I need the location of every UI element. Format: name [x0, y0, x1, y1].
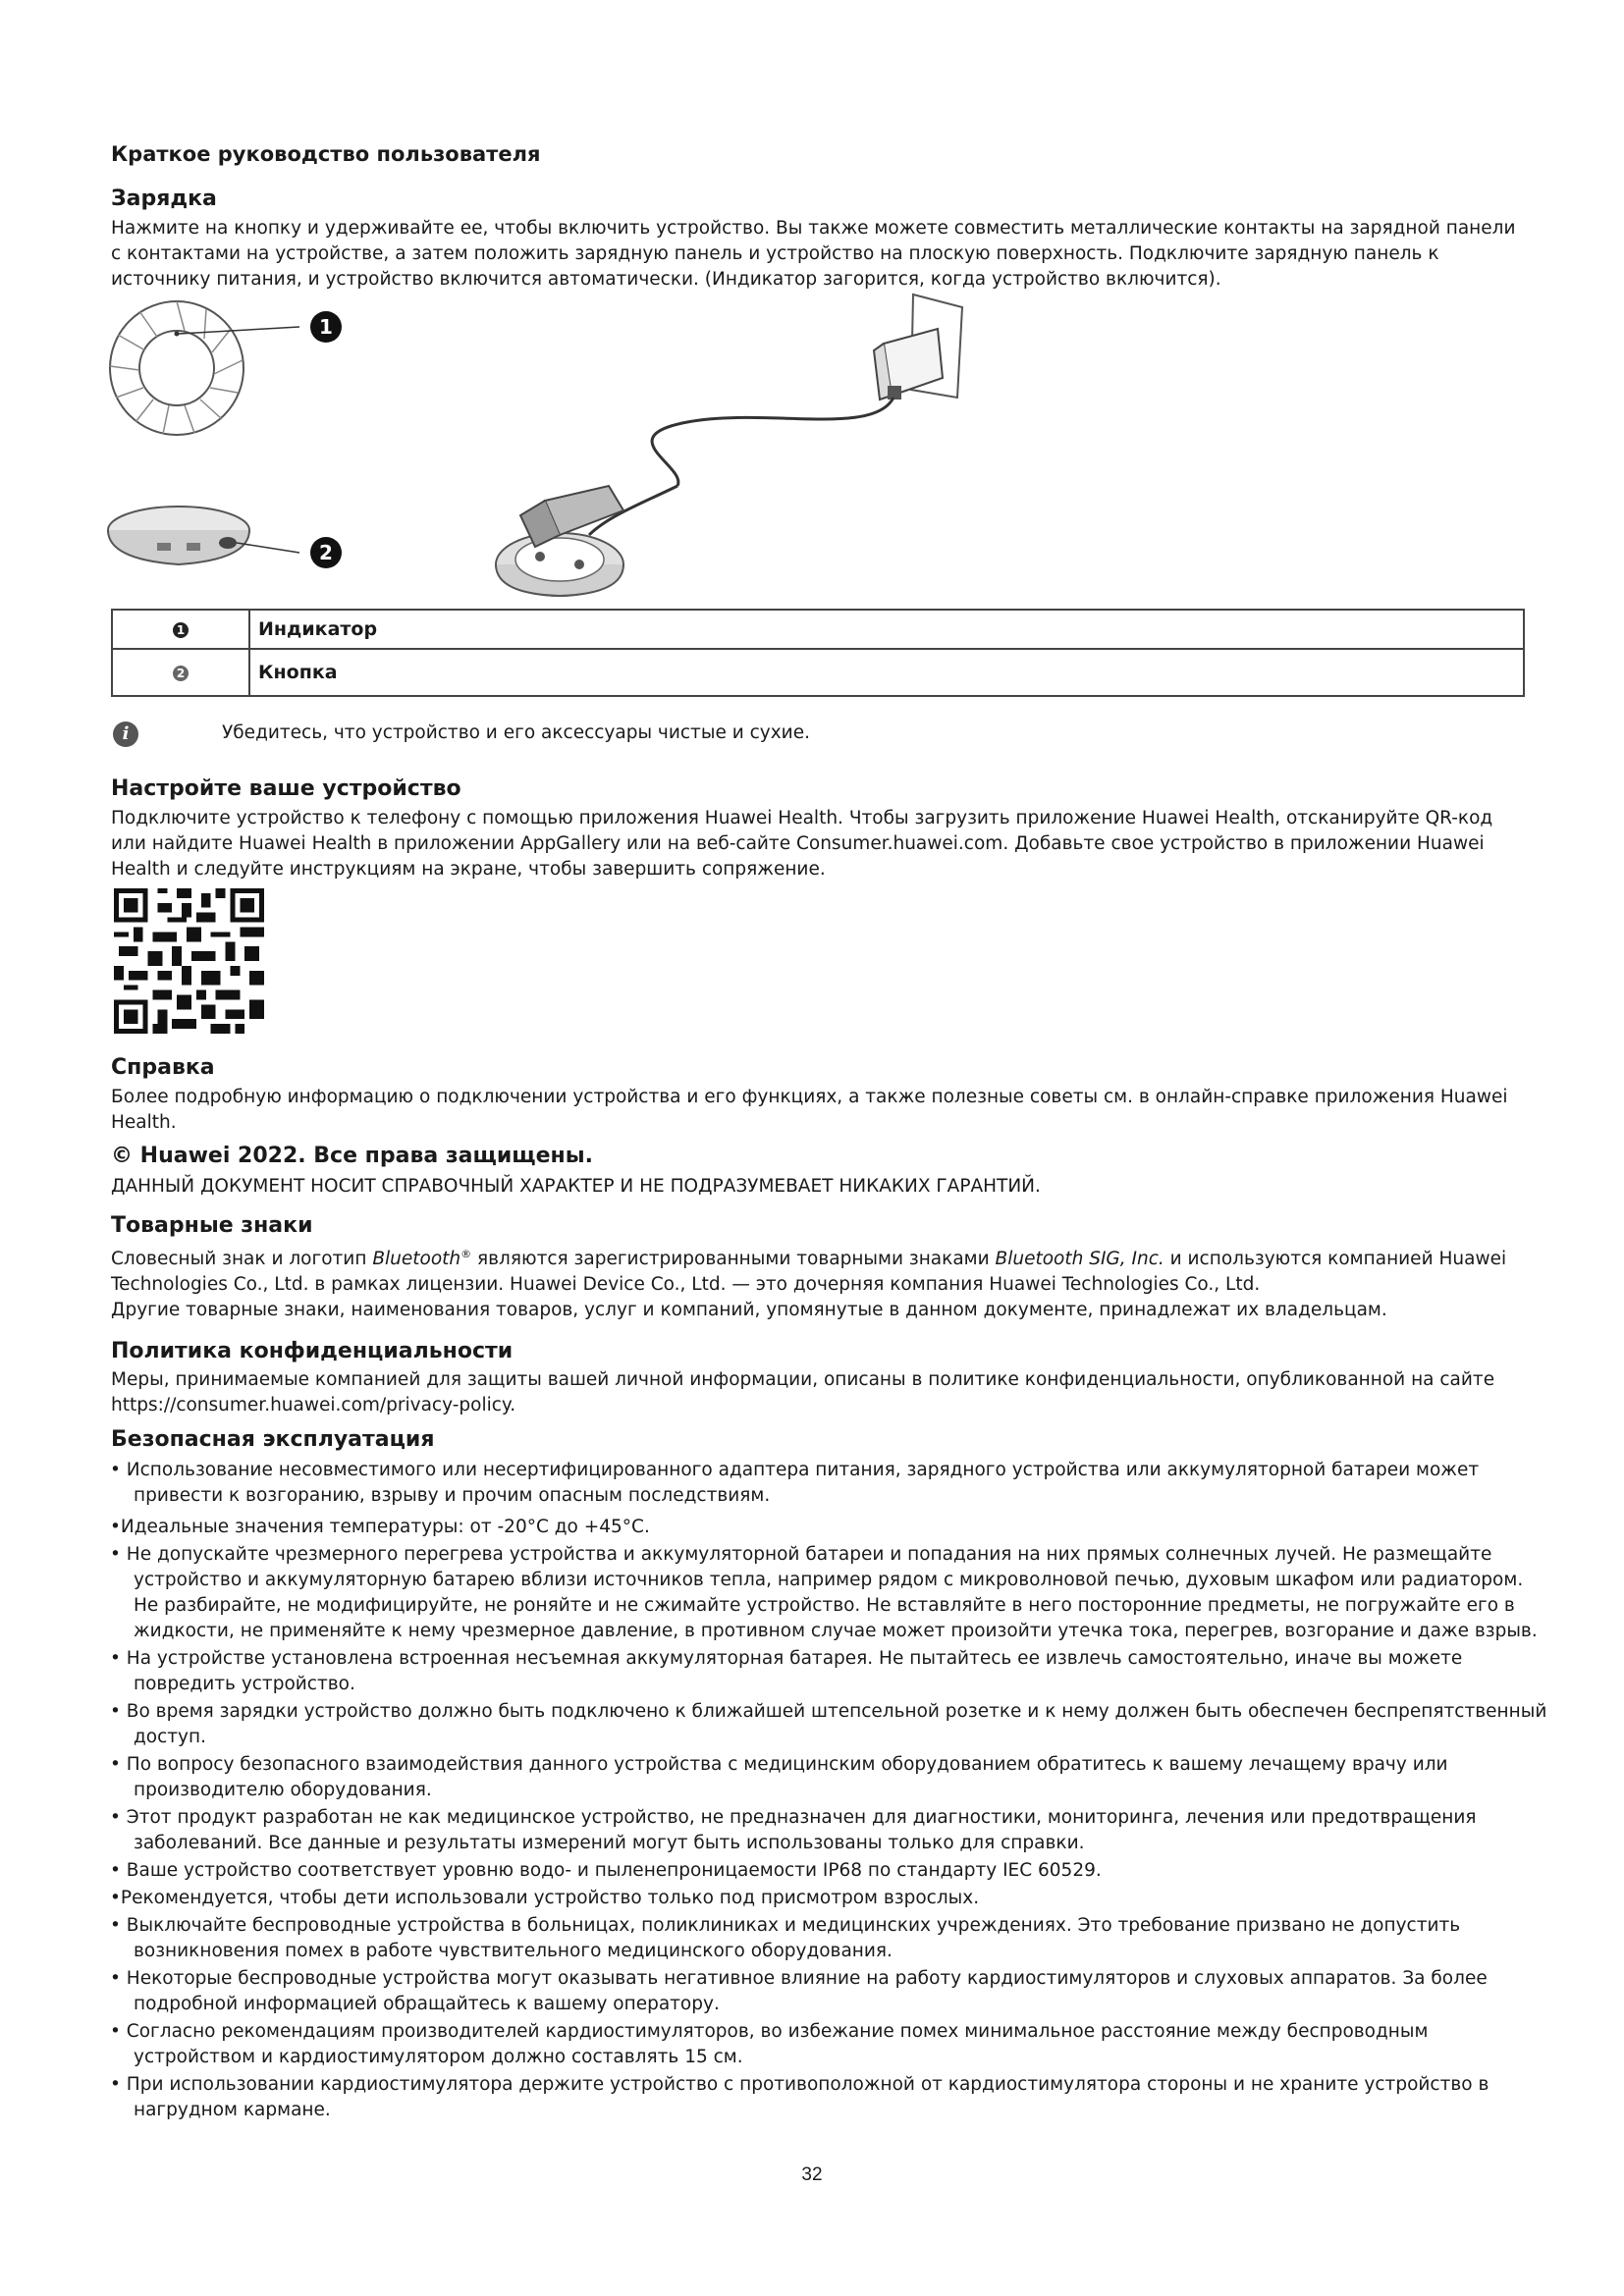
parts-table: [111, 609, 1525, 697]
page-title: Краткое руководство пользователя: [111, 142, 541, 166]
table-row: [112, 610, 1524, 649]
setup-text: Подключите устройство к телефону с помощью приложения Huawei Health. Чтобы загрузить приложение Huawei Health, отсканируйте QR-код или найдите Huawei Health в приложении AppGallery или на веб-сайте Consumer.huawei.com. Добавьте свое устройство в приложении Huawei Health и следуйте инструкциям на экране, чтобы завершить сопряжение.: [111, 808, 1493, 880]
list-item: • Использование несовместимого или несертифицированного адаптера питания, зарядного устройства или аккумуляторной батареи может привести к возгоранию, взрыву и прочим опасным последствиям.: [110, 1460, 1480, 1506]
list-item: • Ваше устройство соответствует уровню водо- и пыленепроницаемости IP68 по стандарту IEC 60529.: [110, 1860, 1102, 1881]
privacy-text: Меры, принимаемые компанией для защиты вашей личной информации, описаны в политике конфиденциальности, опубликованной на сайте https://consumer.huawei.com/privacy-policy.: [111, 1369, 1495, 1415]
part-number-cell: [112, 649, 249, 696]
setup-heading: Настройте ваше устройство: [111, 776, 461, 801]
trademarks-heading: Товарные знаки: [111, 1213, 313, 1238]
callout-2: [310, 537, 342, 568]
tm-sig: Bluetooth SIG, Inc.: [995, 1249, 1164, 1270]
charging-illustration: [98, 290, 982, 604]
callout-2-label: 2: [319, 541, 333, 564]
safety-heading: Безопасная эксплуатация: [111, 1427, 435, 1452]
copyright-text: ДАННЫЙ ДОКУМЕНТ НОСИТ СПРАВОЧНЫЙ ХАРАКТЕР И НЕ ПОДРАЗУМЕВАЕТ НИКАКИХ ГАРАНТИЙ.: [111, 1176, 1041, 1197]
list-item: • По вопросу безопасного взаимодействия данного устройства с медицинским оборудованием обратитесь к вашему лечащему врачу или производителю оборудования.: [110, 1754, 1448, 1800]
device-top-view: [110, 301, 299, 435]
charger-illustration: [496, 294, 962, 596]
part-label-cell: Кнопка: [249, 649, 1524, 696]
list-item: • Не допускайте чрезмерного перегрева устройства и аккумуляторной батареи и попадания на них прямых солнечных лучей. Не размещайте устройство и аккумуляторную батарею вблизи источников тепла, например рядом с микроволновой печью, духовым шкафом или радиатором. Не разбирайте, не модифицируйте, не роняйте и не сжимайте устройство. Не вставляйте в него посторонние предметы, не погружайте его в жидкости, не применяйте к нему чрезмерное давление, в противном случае может произойти утечка тока, перегрев, возгорание и даже взрыв.: [110, 1544, 1538, 1641]
list-item: • Некоторые беспроводные устройства могут оказывать негативное влияние на работу кардиостимуляторов и слуховых аппаратов. За более подробной информацией обращайтесь к вашему оператору.: [110, 1968, 1488, 2014]
part-number-cell: [112, 610, 249, 649]
safety-list: [110, 1458, 1547, 2123]
list-item: • На устройстве установлена встроенная несъемная аккумуляторная батарея. Не пытайтесь ее извлечь самостоятельно, иначе вы можете повредить устройство.: [110, 1648, 1463, 1694]
device-side-view: [108, 507, 299, 564]
callout-1-label: 1: [319, 315, 333, 339]
table-row: [112, 649, 1524, 696]
list-item: • При использовании кардиостимулятора держите устройство с противоположной от кардиостимулятора стороны и не храните устройство в нагрудном кармане.: [110, 2074, 1489, 2120]
help-heading: Справка: [111, 1055, 215, 1080]
list-item: • Этот продукт разработан не как медицинское устройство, не предназначен для диагностики, мониторинга, лечения или предотвращения заболеваний. Все данные и результаты измерений могут быть использованы только для справки.: [110, 1807, 1477, 1853]
info-icon: i: [113, 721, 138, 747]
copyright-heading: © Huawei 2022. Все права защищены.: [111, 1144, 593, 1168]
tm-text-c: являются зарегистрированными товарными знаками: [471, 1249, 996, 1270]
list-item: • Выключайте беспроводные устройства в больницах, поликлиниках и медицинских учреждениях. Это требование призвано не допустить возникновения помех в работе чувствительного медицинского оборудования.: [110, 1915, 1461, 1961]
callout-1: [310, 311, 342, 343]
tm-registered: ®: [460, 1248, 472, 1260]
trademarks-paragraph-2: Другие товарные знаки, наименования товаров, услуг и компаний, упомянутые в данном документе, принадлежат их владельцам.: [111, 1300, 1387, 1320]
page-number: 32: [801, 2164, 823, 2185]
part-number-badge: 1: [173, 622, 189, 638]
charging-heading: Зарядка: [111, 187, 217, 211]
charging-text: Нажмите на кнопку и удерживайте ее, чтобы включить устройство. Вы также можете совместить металлические контакты на зарядной панели с контактами на устройстве, а затем положить зарядную панель и устройство на плоскую поверхность. Подключите зарядную панель к источнику питания, и устройство включится автоматически. (Индикатор загорится, когда устройство включится).: [111, 218, 1516, 290]
list-item: •Идеальные значения температуры: от -20°C до +45°C.: [110, 1517, 650, 1537]
part-label-cell: Индикатор: [249, 610, 1524, 649]
list-item: • Согласно рекомендациям производителей кардиостимуляторов, во избежание помех минимальное расстояние между беспроводным устройством и кардиостимулятором должно составлять 15 см.: [110, 2021, 1429, 2067]
tm-bluetooth: Bluetooth: [372, 1249, 461, 1270]
trademarks-paragraph-1: [111, 1242, 1530, 1298]
note-text: Убедитесь, что устройство и его аксессуары чистые и сухие.: [222, 722, 810, 743]
tm-text-e: и используются компанией Huawei Technologies Co., Ltd. в рамках лицензии. Huawei Device Co., Ltd. — это дочерняя компания Huawei Technologies Co., Ltd.: [111, 1249, 1507, 1296]
tm-text-a: Словесный знак и логотип: [111, 1249, 373, 1270]
qr-code: [113, 888, 265, 1034]
part-number-badge: 2: [173, 666, 189, 681]
list-item: • Во время зарядки устройство должно быть подключено к ближайшей штепсельной розетке и к нему должен быть обеспечен беспрепятственный доступ.: [110, 1701, 1547, 1747]
privacy-heading: Политика конфиденциальности: [111, 1339, 514, 1363]
help-text: Более подробную информацию о подключении устройства и его функциях, а также полезные советы см. в онлайн-справке приложения Huawei Health.: [111, 1087, 1508, 1133]
list-item: •Рекомендуется, чтобы дети использовали устройство только под присмотром взрослых.: [110, 1888, 980, 1908]
